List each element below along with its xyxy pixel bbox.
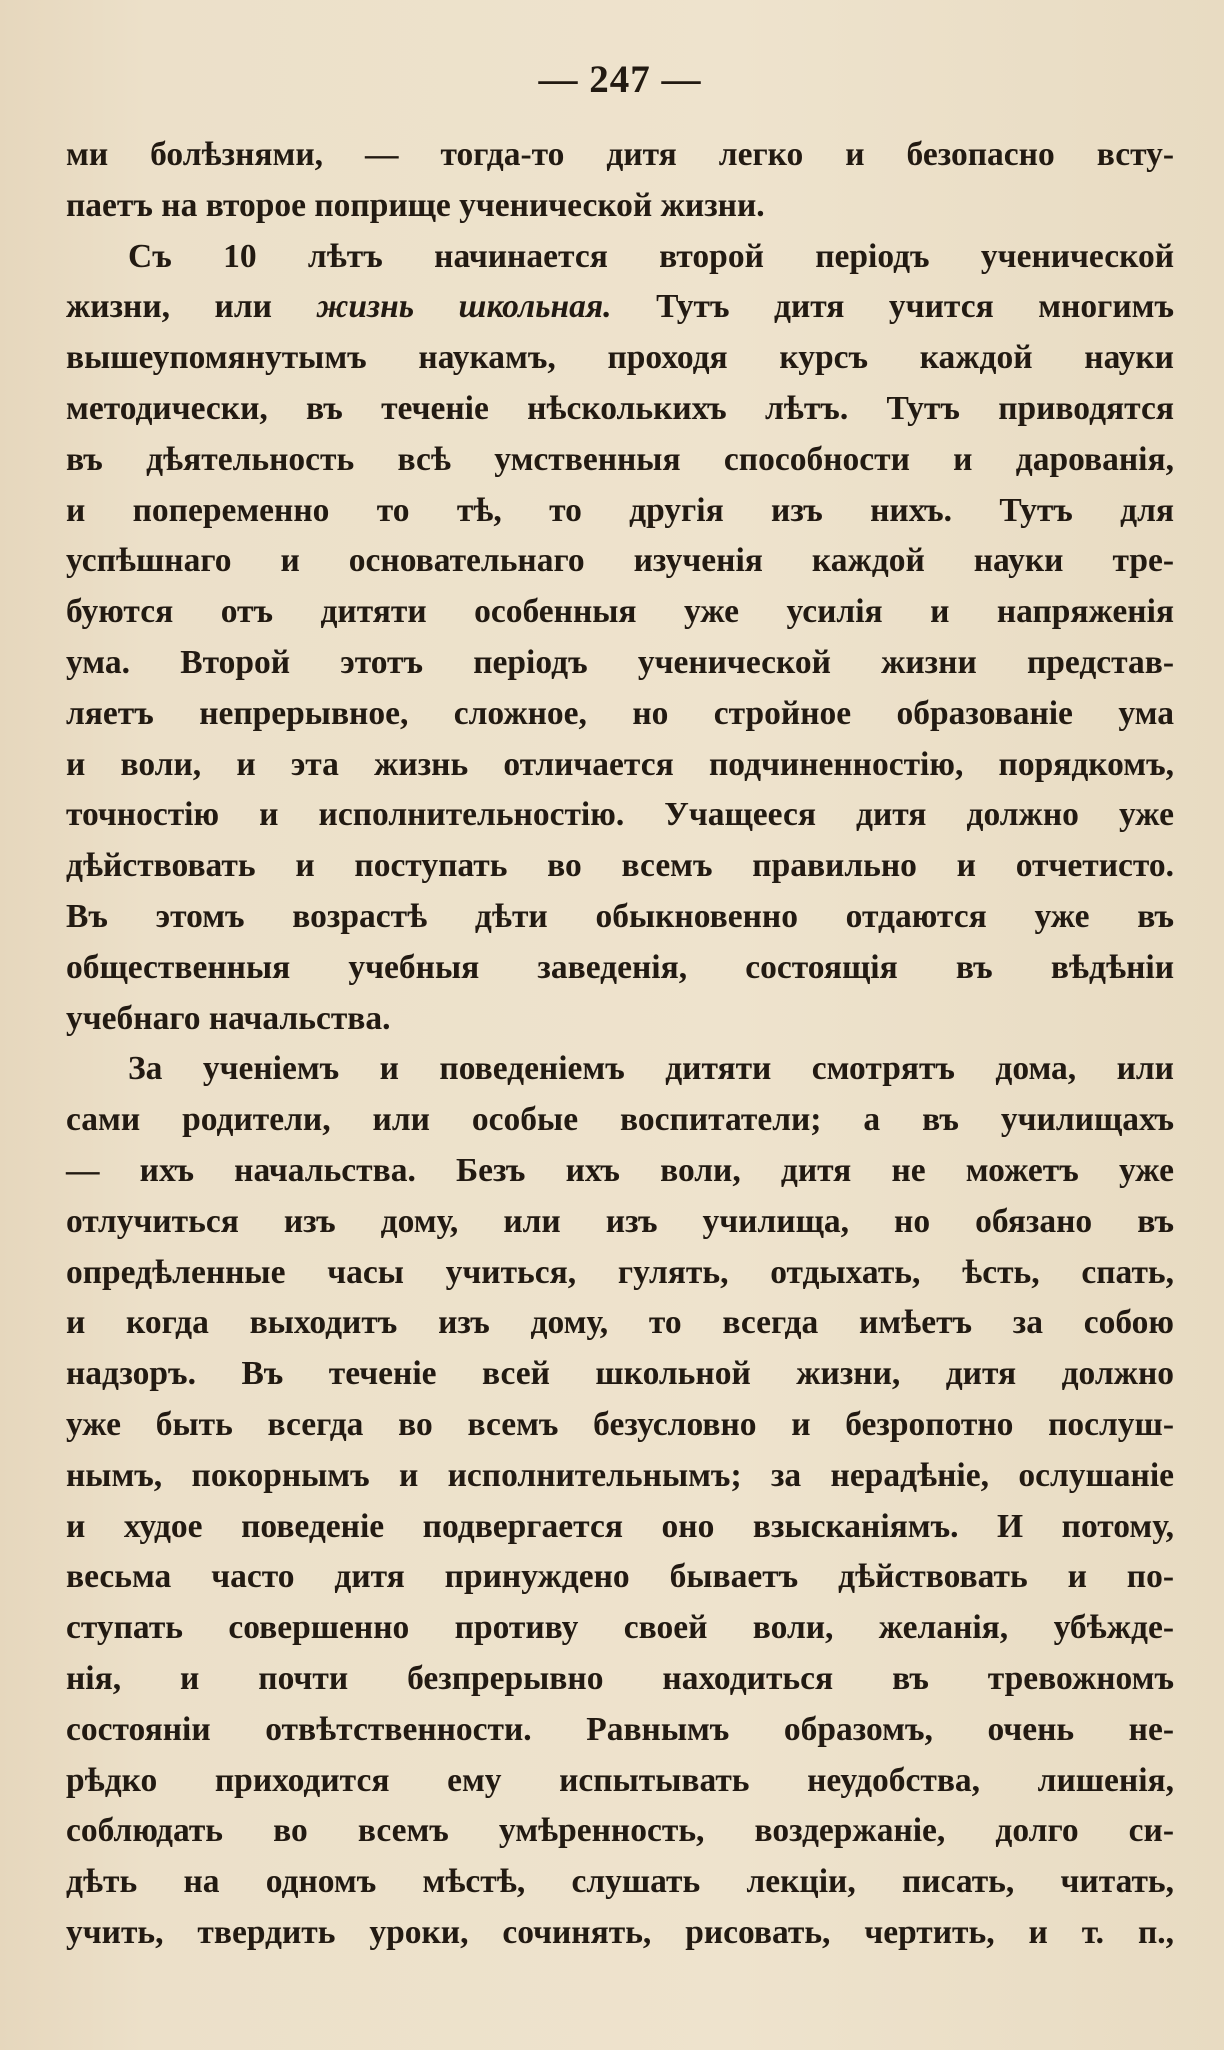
text-segment: Тутъ дитя учится многимъ <box>611 288 1174 326</box>
text-line: нымъ, покорнымъ и исполнительнымъ; за нерадѣніе, ослушаніе <box>66 1456 1174 1494</box>
paragraph-1 <box>66 130 1174 232</box>
text-line: успѣшнаго и основательнаго изученія каждой науки тре- <box>66 542 1174 580</box>
text-line: учить, твердить уроки, сочинять, рисовать, чертить, и т. п., <box>66 1913 1174 1951</box>
text-line: Съ 10 лѣтъ начинается второй періодъ ученической <box>128 237 1174 275</box>
text-line: учебнаго начальства. <box>66 999 391 1037</box>
text-line: сами родители, или особые воспитатели; а въ училищахъ <box>66 1101 1174 1139</box>
text-line: отлучиться изъ дому, или изъ училища, но обязано въ <box>66 1202 1174 1240</box>
text-line: ми болѣзнями, — тогда-то дитя легко и безопасно всту- <box>66 136 1174 173</box>
text-line: надзоръ. Въ теченіе всей школьной жизни, дитя должно <box>66 1355 1174 1393</box>
text-line: дѣть на одномъ мѣстѣ, слушать лекціи, писать, читать, <box>66 1863 1174 1901</box>
text-line: ступать совершенно противу своей воли, желанія, убѣжде- <box>66 1609 1174 1647</box>
paragraph-2 <box>66 232 1174 1045</box>
text-line: За ученіемъ и поведеніемъ дитяти смотрятъ дома, или <box>128 1050 1174 1088</box>
text-segment: жизни, или <box>66 288 317 326</box>
text-line: — ихъ начальства. Безъ ихъ воли, дитя не можетъ уже <box>66 1151 1174 1189</box>
text-line: вышеупомянутымъ наукамъ, проходя курсъ каждой науки <box>66 339 1174 377</box>
text-line: и попеременно то тѣ, то другія изъ нихъ. Тутъ для <box>66 491 1174 529</box>
text-line: уже быть всегда во всемъ безусловно и безропотно послуш- <box>66 1405 1174 1443</box>
text-line: дѣйствовать и поступать во всемъ правильно и отчетисто. <box>66 847 1174 885</box>
page-number: — 247 — <box>538 58 702 101</box>
italic-term: жизнь школьная. <box>316 288 612 326</box>
page-body <box>66 130 1174 1959</box>
text-line: и воли, и эта жизнь отличается подчиненностію, порядкомъ, <box>66 745 1174 783</box>
text-line: общественныя учебныя заведенія, состоящія въ вѣдѣніи <box>66 948 1174 986</box>
text-line-with-italic <box>66 282 1174 333</box>
text-line: ляетъ непрерывное, сложное, но стройное образованіе ума <box>66 694 1174 732</box>
text-line: соблюдать во всемъ умѣренность, воздержаніе, долго си- <box>66 1812 1174 1850</box>
text-line: и когда выходитъ изъ дому, то всегда имѣетъ за собою <box>66 1304 1174 1342</box>
text-line: весьма часто дитя принуждено бываетъ дѣйствовать и по- <box>66 1558 1174 1596</box>
text-line: паетъ на второе поприще ученической жизни. <box>66 186 765 224</box>
text-line: въ дѣятельность всѣ умственныя способности и дарованія, <box>66 440 1174 478</box>
text-line: и худое поведеніе подвергается оно взысканіямъ. И потому, <box>66 1507 1174 1545</box>
text-line: рѣдко приходится ему испытывать неудобства, лишенія, <box>66 1761 1174 1799</box>
text-line: точностію и исполнительностію. Учащееся дитя должно уже <box>66 796 1174 834</box>
text-line: буются отъ дитяти особенныя уже усилія и напряженія <box>66 593 1174 631</box>
text-line: опредѣленные часы учиться, гулять, отдыхать, ѣсть, спать, <box>66 1253 1174 1291</box>
text-line: методически, въ теченіе нѣсколькихъ лѣтъ. Тутъ приводятся <box>66 389 1174 427</box>
text-line: состояніи отвѣтственности. Равнымъ образомъ, очень не- <box>66 1710 1174 1748</box>
text-line: ума. Второй этотъ періодъ ученической жизни представ- <box>66 643 1174 681</box>
paragraph-3 <box>66 1044 1174 1958</box>
text-line: нія, и почти безпрерывно находиться въ тревожномъ <box>66 1659 1174 1697</box>
text-line: Въ этомъ возрастѣ дѣти обыкновенно отдаются уже въ <box>66 897 1174 935</box>
